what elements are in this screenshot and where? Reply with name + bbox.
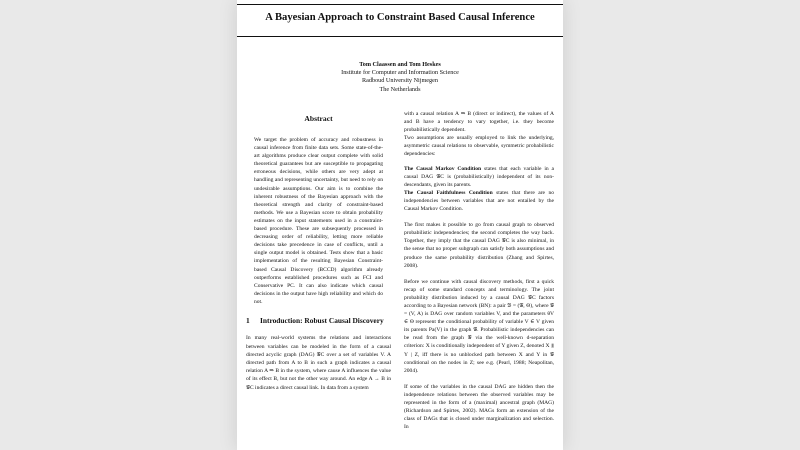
paper-title: A Bayesian Approach to Constraint Based Causal Inference	[265, 12, 535, 23]
paragraph: If some of the variables in the causal DAG are hidden then the independence relations between the observed variables may be represented in the form of a (maximal) ancestral graph (MAG) (Richardson and Spirtes, 2002). MAGs form an extension of the class of DAGs that is closed under marginalization and selection. In	[404, 383, 554, 431]
paragraph: with a causal relation A ⇒ B (direct or indirect), the values of A and B have a tendency to vary together, i.e. they become probabilistically dependent.	[404, 111, 554, 134]
paragraph: The first makes it possible to go from causal graph to observed probabilistic independencies; the second completes the way back. Together, they imply that the causal DAG 𝒢C is also minimal, in the sense that no proper subgraph can satisfy both assumptions and produce the same probability distribution (Zhang and Spirtes, 2008).	[404, 222, 554, 269]
faithfulness-condition-text: states that there are no independencies between variables that are not entailed by the Causal Markov Condition.	[404, 189, 555, 213]
right-column	[404, 110, 554, 431]
intro-paragraph: In many real-world systems the relations and interactions between variables can be modeled in the form of a causal directed acyclic graph (DAG) 𝒢C over a set of variables V. A directed path from A to B in such a graph indicates a causal relation A ⇒ B in the system, where cause A influences the value of its effect B, but not the other way around. An edge A → B in 𝒢C indicates a direct causal link. In data from a system	[246, 335, 391, 391]
abstract-text: We target the problem of accuracy and robustness in causal inference from finite data sets. Some state-of-the-art algorithms produce clear output complete with solid theoretical guarantees but are susceptible to propagating erroneous decisions, while others are very adept at handling and representing uncertainty, but need to rely on undesirable assumptions. Our aim is to combine the inherent robustness of the Bayesian approach with the theoretical strength and clarity of constraint-based methods. We use a Bayesian score to obtain probability estimates on the input statements used in a constraint-based procedure. These are subsequently processed in decreasing order of reliability, letting more reliable decisions take precedence in case of conflicts, until a single output model is obtained. Tests show that a basic implementation of the resulting Bayesian Constraint-based Causal Discovery (BCCD) algorithm already outperforms established procedures such as FCI and Conservative PC. It can also indicate which causal decisions in the output have high reliability and which do not.	[254, 137, 383, 305]
markov-condition-text: states that each variable in a causal DAG 𝒢C is (probabilistically) independent of its non-descendants, given its parents.	[404, 165, 554, 188]
author-names: Tom Claassen and Tom Heskes	[359, 61, 441, 68]
abstract-heading: Abstract	[304, 114, 333, 123]
left-column	[246, 114, 391, 392]
section-number: 1	[246, 315, 250, 325]
faithfulness-condition-label: The Causal Faithfulness Condition	[404, 189, 493, 196]
title-rule-bottom	[237, 36, 563, 37]
author-block	[237, 61, 563, 94]
affiliation-institute: Institute for Computer and Information Science	[341, 69, 459, 77]
markov-condition-label: The Causal Markov Condition	[404, 165, 482, 172]
markov-condition-paragraph	[404, 165, 554, 189]
paragraph: Before we continue with causal discovery methods, first a quick recap of some standard concepts and terminology. The joint probability distribution induced by a causal DAG 𝒢C factors according to a Bayesian network (BN): a pair 𝔅 = (𝒢, Θ), where 𝒢 = (V, A) is DAG over random variables V, and the parameters θV ∈ Θ represent the conditional probability of variable V ∈ V given its parents Pa(V) in the graph 𝒢. Probabilistic independencies can be read from the graph 𝒢 via the well-known d-separation criterion: X is conditionally independent of Y given Z, denoted X ⫫ Y | Z, iff there is no unblocked path between X and Y in 𝒢 conditional on the nodes in Z; see e.g. (Pearl, 1988; Neapolitan, 2004).	[404, 278, 554, 374]
section-heading	[246, 316, 391, 325]
title-rule-top	[237, 4, 563, 5]
section-title: Introduction: Robust Causal Discovery	[260, 315, 384, 325]
affiliation-country: The Netherlands	[379, 85, 421, 93]
faithfulness-condition-paragraph	[404, 189, 554, 213]
paragraph: Two assumptions are usually employed to link the underlying, asymmetric causal relations to observable, symmetric probabilistic dependencies:	[404, 135, 554, 158]
affiliation-university: Radboud University Nijmegen	[362, 77, 438, 85]
paper-page	[237, 0, 563, 450]
